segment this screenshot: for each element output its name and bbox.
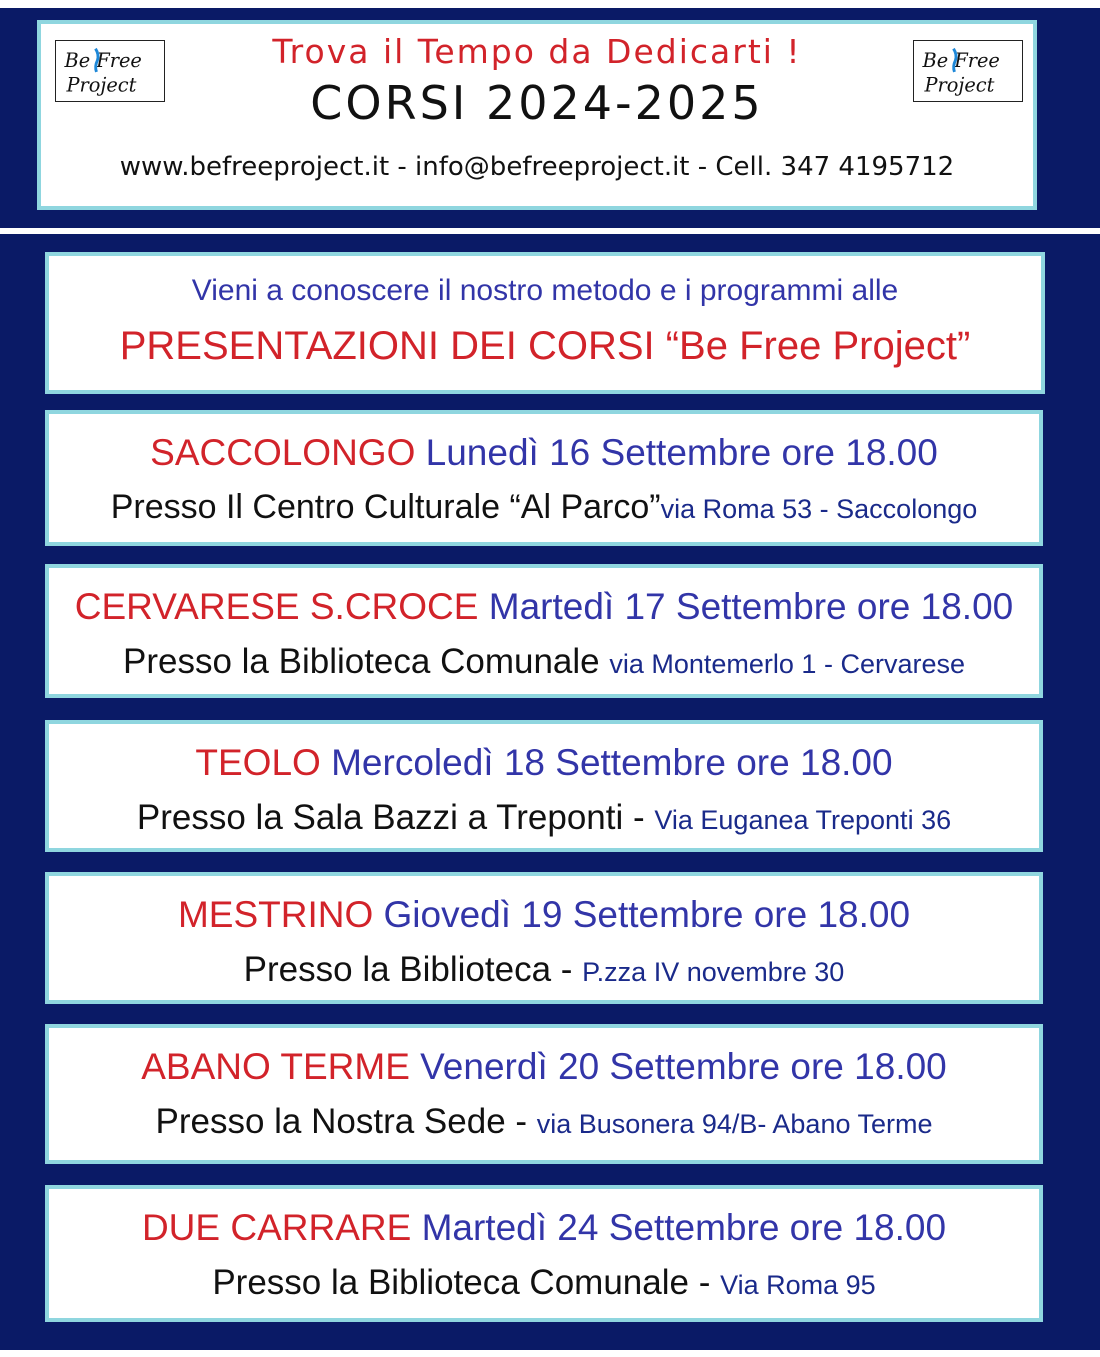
event-venue: Presso Il Centro Culturale “Al Parco” <box>110 488 661 526</box>
logo-left-line2: Project <box>66 73 137 97</box>
logo-left-line1: Be Free <box>64 49 142 73</box>
event-place: CERVARESE S.CROCE <box>74 586 479 627</box>
event-date: Martedì 24 Settembre ore 18.00 <box>421 1207 947 1248</box>
event-address: via Busonera 94/B- Abano Terme <box>536 1109 933 1139</box>
event-venue: Presso la Biblioteca Comunale <box>122 642 610 681</box>
intro-text: Vieni a conoscere il nostro metodo e i programmi alle <box>191 274 899 307</box>
event-location <box>49 1263 1039 1303</box>
event-date: Mercoledì 18 Settembre ore 18.00 <box>331 742 893 783</box>
event-address: Via Euganea Treponti 36 <box>654 805 952 835</box>
event-venue: Presso la Biblioteca - <box>243 950 583 989</box>
event-date: Giovedì 19 Settembre ore 18.00 <box>383 894 911 935</box>
event-place: DUE CARRARE <box>141 1207 412 1248</box>
event-address: Via Roma 95 <box>720 1270 876 1300</box>
event-heading <box>49 432 1039 474</box>
event-card-saccolongo <box>45 410 1043 546</box>
event-heading <box>49 586 1039 628</box>
event-card-due-carrare <box>45 1185 1043 1322</box>
event-heading <box>49 1046 1039 1088</box>
page-title: CORSI 2024-2025 <box>310 76 764 130</box>
event-address: via Montemerlo 1 - Cervarese <box>609 649 965 679</box>
event-location <box>49 950 1039 990</box>
event-heading <box>49 894 1039 936</box>
intro-heading: PRESENTAZIONI DEI CORSI “Be Free Project” <box>119 324 971 368</box>
event-venue: Presso la Biblioteca Comunale - <box>212 1263 721 1302</box>
event-place: MESTRINO <box>177 894 374 935</box>
event-location <box>49 642 1039 682</box>
event-card-cervarese <box>45 564 1043 698</box>
event-card-mestrino <box>45 872 1043 1004</box>
event-place: ABANO TERME <box>141 1046 410 1087</box>
intro-card <box>45 252 1045 394</box>
event-venue: Presso la Sala Bazzi a Treponti - <box>136 798 655 837</box>
event-location <box>49 488 1039 527</box>
event-location <box>49 1102 1039 1142</box>
logo-right-line2: Project <box>924 73 995 97</box>
event-card-teolo <box>45 720 1043 852</box>
event-place: SACCOLONGO <box>150 432 416 473</box>
event-venue: Presso la Nostra Sede - <box>155 1102 537 1141</box>
event-card-abano-terme <box>45 1024 1043 1164</box>
contact-info: www.befreeproject.it - info@befreeproject.it - Cell. 347 4195712 <box>119 152 955 182</box>
event-place: TEOLO <box>195 742 321 783</box>
event-heading <box>49 742 1039 784</box>
event-address: P.zza IV novembre 30 <box>582 957 845 987</box>
header-box <box>37 20 1037 210</box>
event-location <box>49 798 1039 838</box>
logo-right-line1: Be Free <box>922 49 1000 73</box>
event-heading <box>49 1207 1039 1249</box>
event-date: Venerdì 20 Settembre ore 18.00 <box>420 1046 947 1087</box>
event-address: via Roma 53 - Saccolongo <box>660 494 978 524</box>
event-date: Martedì 17 Settembre ore 18.00 <box>488 586 1014 627</box>
tagline: Trova il Tempo da Dedicarti ! <box>272 32 802 71</box>
event-date: Lunedì 16 Settembre ore 18.00 <box>425 432 938 473</box>
